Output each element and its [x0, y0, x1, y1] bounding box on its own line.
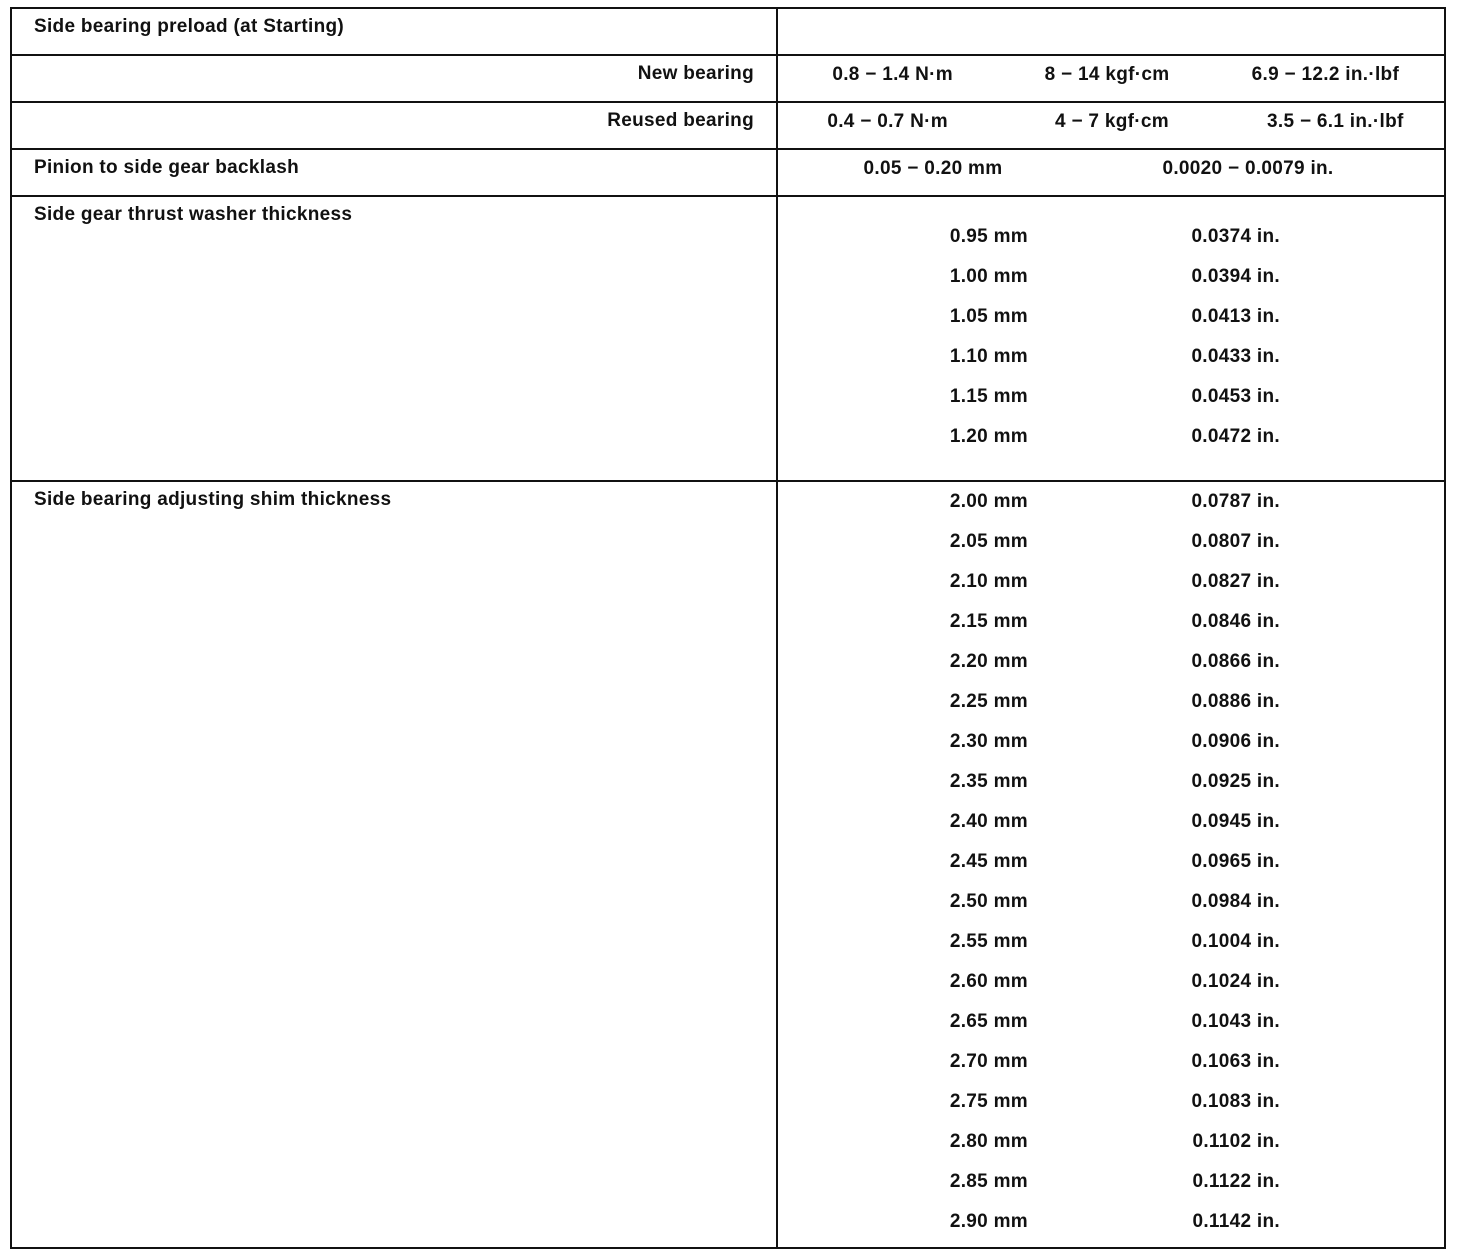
- thickness-inch: 0.0807 in.: [1191, 531, 1280, 552]
- list-item: [778, 1162, 1444, 1202]
- thickness-inch: 0.0374 in.: [1191, 226, 1280, 247]
- thickness-inch: 0.1142 in.: [1192, 1211, 1280, 1232]
- list-item: [778, 682, 1444, 722]
- thrust-washer-label: Side gear thrust washer thickness: [11, 196, 777, 481]
- list-item: [778, 297, 1444, 337]
- thickness-inch: 0.1083 in.: [1191, 1091, 1280, 1112]
- reused-bearing-row: [11, 102, 1445, 149]
- adjusting-shim-values: [777, 481, 1445, 1248]
- thickness-mm: 2.75 mm: [949, 1091, 1028, 1112]
- thickness-mm: 2.25 mm: [949, 691, 1028, 712]
- thickness-inch: 0.0846 in.: [1191, 611, 1280, 632]
- thickness-inch: 0.0886 in.: [1191, 691, 1280, 712]
- thickness-mm: 2.20 mm: [949, 651, 1028, 672]
- thrust-washer-list: [778, 197, 1444, 477]
- list-item: [778, 1122, 1444, 1162]
- thickness-mm: 2.85 mm: [949, 1171, 1028, 1192]
- list-item: [778, 377, 1444, 417]
- preload-header-row: [11, 8, 1445, 55]
- reused-bearing-values: [777, 102, 1445, 149]
- backlash-inch: 0.0020 − 0.0079 in.: [1162, 158, 1334, 179]
- reused-bearing-inlbf: 3.5 − 6.1 in.·lbf: [1267, 111, 1404, 132]
- list-item: [778, 217, 1444, 257]
- thickness-mm: 2.00 mm: [949, 491, 1028, 512]
- reused-bearing-kgfcm: 4 − 7 kgf·cm: [1055, 111, 1169, 132]
- thickness-inch: 0.0906 in.: [1191, 731, 1280, 752]
- thickness-inch: 0.1122 in.: [1192, 1171, 1280, 1192]
- thickness-mm: 1.20 mm: [949, 426, 1028, 447]
- new-bearing-kgfcm: 8 − 14 kgf·cm: [1044, 64, 1170, 85]
- list-item: [778, 337, 1444, 377]
- thickness-mm: 0.95 mm: [949, 226, 1028, 247]
- list-item: [778, 257, 1444, 297]
- new-bearing-row: [11, 55, 1445, 102]
- thickness-mm: 2.90 mm: [949, 1211, 1028, 1232]
- thickness-inch: 0.0433 in.: [1191, 346, 1280, 367]
- thickness-mm: 1.00 mm: [949, 266, 1028, 287]
- thickness-mm: 2.50 mm: [949, 891, 1028, 912]
- thickness-inch: 0.1004 in.: [1191, 931, 1280, 952]
- thickness-mm: 2.45 mm: [949, 851, 1028, 872]
- thickness-mm: 2.40 mm: [949, 811, 1028, 832]
- thrust-washer-values: [777, 196, 1445, 481]
- backlash-row: [11, 149, 1445, 196]
- thickness-inch: 0.0945 in.: [1191, 811, 1280, 832]
- list-item: [778, 1202, 1444, 1242]
- backlash-mm: 0.05 − 0.20 mm: [863, 158, 1003, 179]
- thickness-mm: 1.10 mm: [949, 346, 1028, 367]
- thickness-inch: 0.0787 in.: [1191, 491, 1280, 512]
- adjusting-shim-row: [11, 481, 1445, 1248]
- list-item: [778, 1002, 1444, 1042]
- thickness-inch: 0.1024 in.: [1191, 971, 1280, 992]
- list-item: [778, 802, 1444, 842]
- list-item: [778, 482, 1444, 522]
- thrust-washer-row: [11, 196, 1445, 481]
- list-item: [778, 842, 1444, 882]
- new-bearing-values: [777, 55, 1445, 102]
- thickness-inch: 0.0394 in.: [1191, 266, 1280, 287]
- thickness-mm: 2.05 mm: [949, 531, 1028, 552]
- adjusting-shim-label: Side bearing adjusting shim thickness: [11, 481, 777, 1248]
- backlash-label: Pinion to side gear backlash: [11, 149, 777, 196]
- thickness-mm: 2.60 mm: [949, 971, 1028, 992]
- adjusting-shim-list: [778, 482, 1444, 1242]
- list-item: [778, 762, 1444, 802]
- thickness-mm: 2.70 mm: [949, 1051, 1028, 1072]
- specification-table: [10, 7, 1446, 1249]
- backlash-values: [777, 149, 1445, 196]
- thickness-inch: 0.1043 in.: [1191, 1011, 1280, 1032]
- thickness-inch: 0.0866 in.: [1191, 651, 1280, 672]
- thickness-inch: 0.0984 in.: [1191, 891, 1280, 912]
- thickness-mm: 2.65 mm: [949, 1011, 1028, 1032]
- thickness-mm: 2.80 mm: [949, 1131, 1028, 1152]
- list-item: [778, 1042, 1444, 1082]
- thickness-mm: 2.30 mm: [949, 731, 1028, 752]
- new-bearing-label: New bearing: [11, 55, 777, 102]
- list-item: [778, 522, 1444, 562]
- list-item: [778, 642, 1444, 682]
- thickness-mm: 2.15 mm: [949, 611, 1028, 632]
- thickness-inch: 0.0965 in.: [1191, 851, 1280, 872]
- list-item: [778, 962, 1444, 1002]
- list-item: [778, 562, 1444, 602]
- list-item: [778, 417, 1444, 457]
- thickness-inch: 0.0453 in.: [1191, 386, 1280, 407]
- thickness-inch: 0.0472 in.: [1191, 426, 1280, 447]
- list-item: [778, 1082, 1444, 1122]
- thickness-mm: 2.35 mm: [949, 771, 1028, 792]
- new-bearing-inlbf: 6.9 − 12.2 in.·lbf: [1251, 64, 1400, 85]
- reused-bearing-label: Reused bearing: [11, 102, 777, 149]
- thickness-mm: 1.15 mm: [949, 386, 1028, 407]
- preload-title: Side bearing preload (at Starting): [11, 8, 777, 55]
- thickness-inch: 0.1063 in.: [1191, 1051, 1280, 1072]
- list-item: [778, 882, 1444, 922]
- list-item: [778, 602, 1444, 642]
- thickness-mm: 1.05 mm: [949, 306, 1028, 327]
- thickness-inch: 0.0413 in.: [1191, 306, 1280, 327]
- list-item: [778, 922, 1444, 962]
- thickness-inch: 0.0827 in.: [1191, 571, 1280, 592]
- list-item: [778, 722, 1444, 762]
- new-bearing-nm: 0.8 − 1.4 N·m: [832, 64, 953, 85]
- thickness-inch: 0.0925 in.: [1191, 771, 1280, 792]
- reused-bearing-nm: 0.4 − 0.7 N·m: [827, 111, 948, 132]
- thickness-mm: 2.55 mm: [949, 931, 1028, 952]
- thickness-inch: 0.1102 in.: [1192, 1131, 1280, 1152]
- thickness-mm: 2.10 mm: [949, 571, 1028, 592]
- preload-header-value-cell: [777, 8, 1445, 55]
